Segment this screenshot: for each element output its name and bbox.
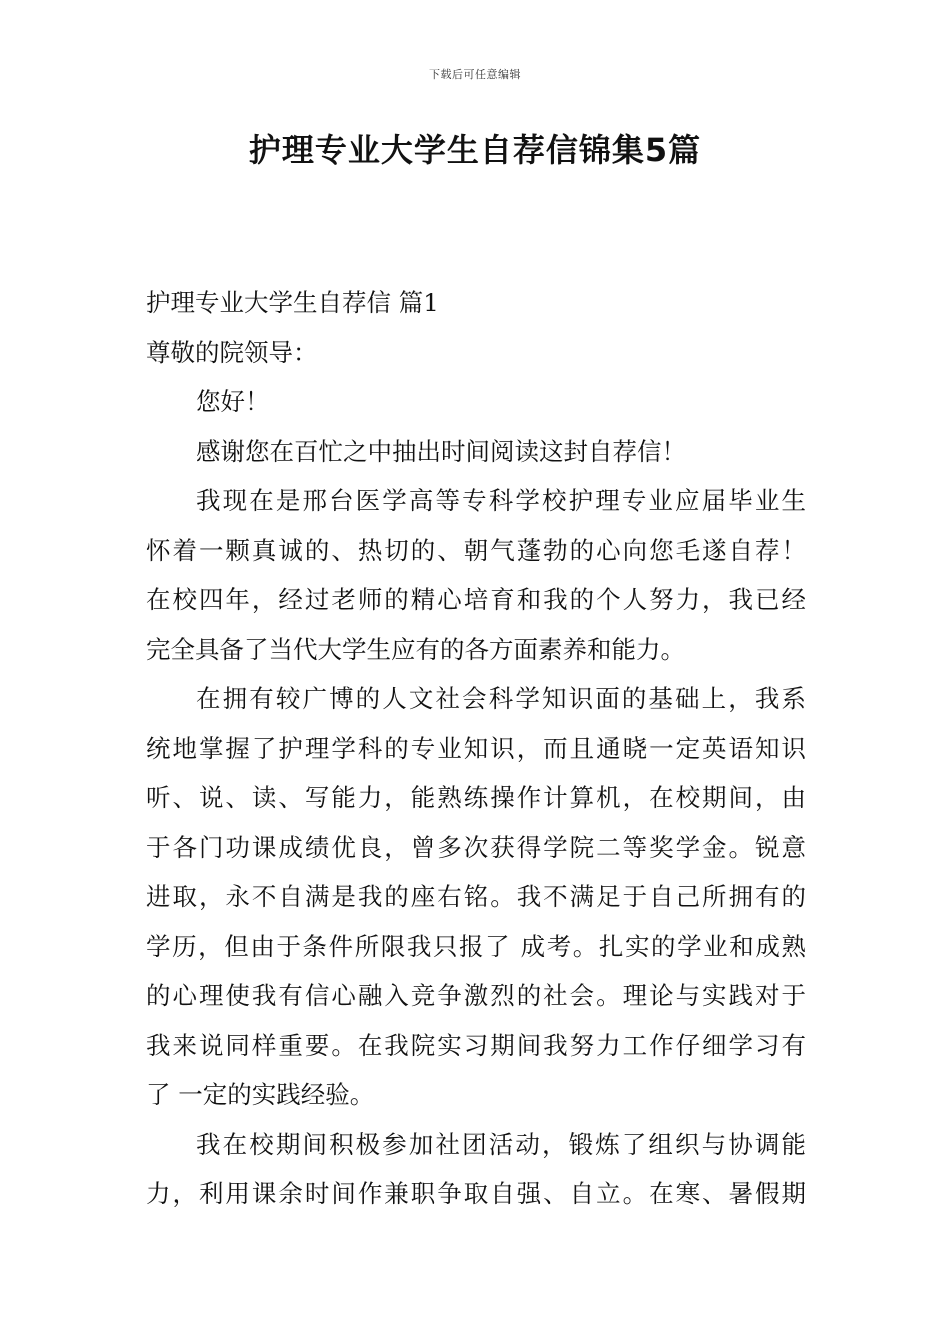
body-line: 进取，永不自满是我的座右铭。我不满足于自己所拥有的 xyxy=(146,882,806,911)
body-line: 怀着一颗真诚的、热切的、朝气蓬勃的心向您毛遂自荐！ xyxy=(146,535,806,565)
body-line: 于各门功课成绩优良，曾多次获得学院二等奖学金。锐意 xyxy=(146,832,806,862)
body-line: 力，利用课余时间作兼职争取自强、自立。在寒、暑假期 xyxy=(146,1179,806,1208)
body-line: 在校四年，经过老师的精心培育和我的个人努力，我已经 xyxy=(146,585,806,614)
body-line: 了 一定的实践经验。 xyxy=(146,1080,375,1109)
section-heading: 护理专业大学生自荐信 篇1 xyxy=(146,288,439,317)
body-line: 听、说、读、写能力，能熟练操作计算机，在校期间，由 xyxy=(146,783,806,812)
body-line: 学历，但由于条件所限我只报了 成考。扎实的学业和成熟 xyxy=(146,931,806,961)
body-line: 完全具备了当代大学生应有的各方面素养和能力。 xyxy=(146,634,685,664)
body-line: 我来说同样重要。在我院实习期间我努力工作仔细学习有 xyxy=(146,1030,806,1060)
body-line: 我在校期间积极参加社团活动，锻炼了组织与协调能 xyxy=(196,1129,806,1159)
body-line: 我现在是邢台医学高等专科学校护理专业应届毕业生 xyxy=(196,486,806,515)
body-line: 统地掌握了护理学科的专业知识，而且通晓一定英语知识 xyxy=(146,733,806,763)
body-line: 的心理使我有信心融入竞争激烈的社会。理论与实践对于 xyxy=(146,981,806,1010)
salutation: 尊敬的院领导： xyxy=(146,337,318,367)
document-title: 护理专业大学生自荐信锦集5篇 xyxy=(248,131,702,169)
body-line: 在拥有较广博的人文社会科学知识面的基础上，我系 xyxy=(196,684,806,713)
header-note: 下载后可任意编辑 xyxy=(429,68,521,81)
greeting: 您好！ xyxy=(196,387,270,416)
thanks-line: 感谢您在百忙之中抽出时间阅读这封自荐信！ xyxy=(196,436,686,466)
document-body xyxy=(146,278,806,1219)
